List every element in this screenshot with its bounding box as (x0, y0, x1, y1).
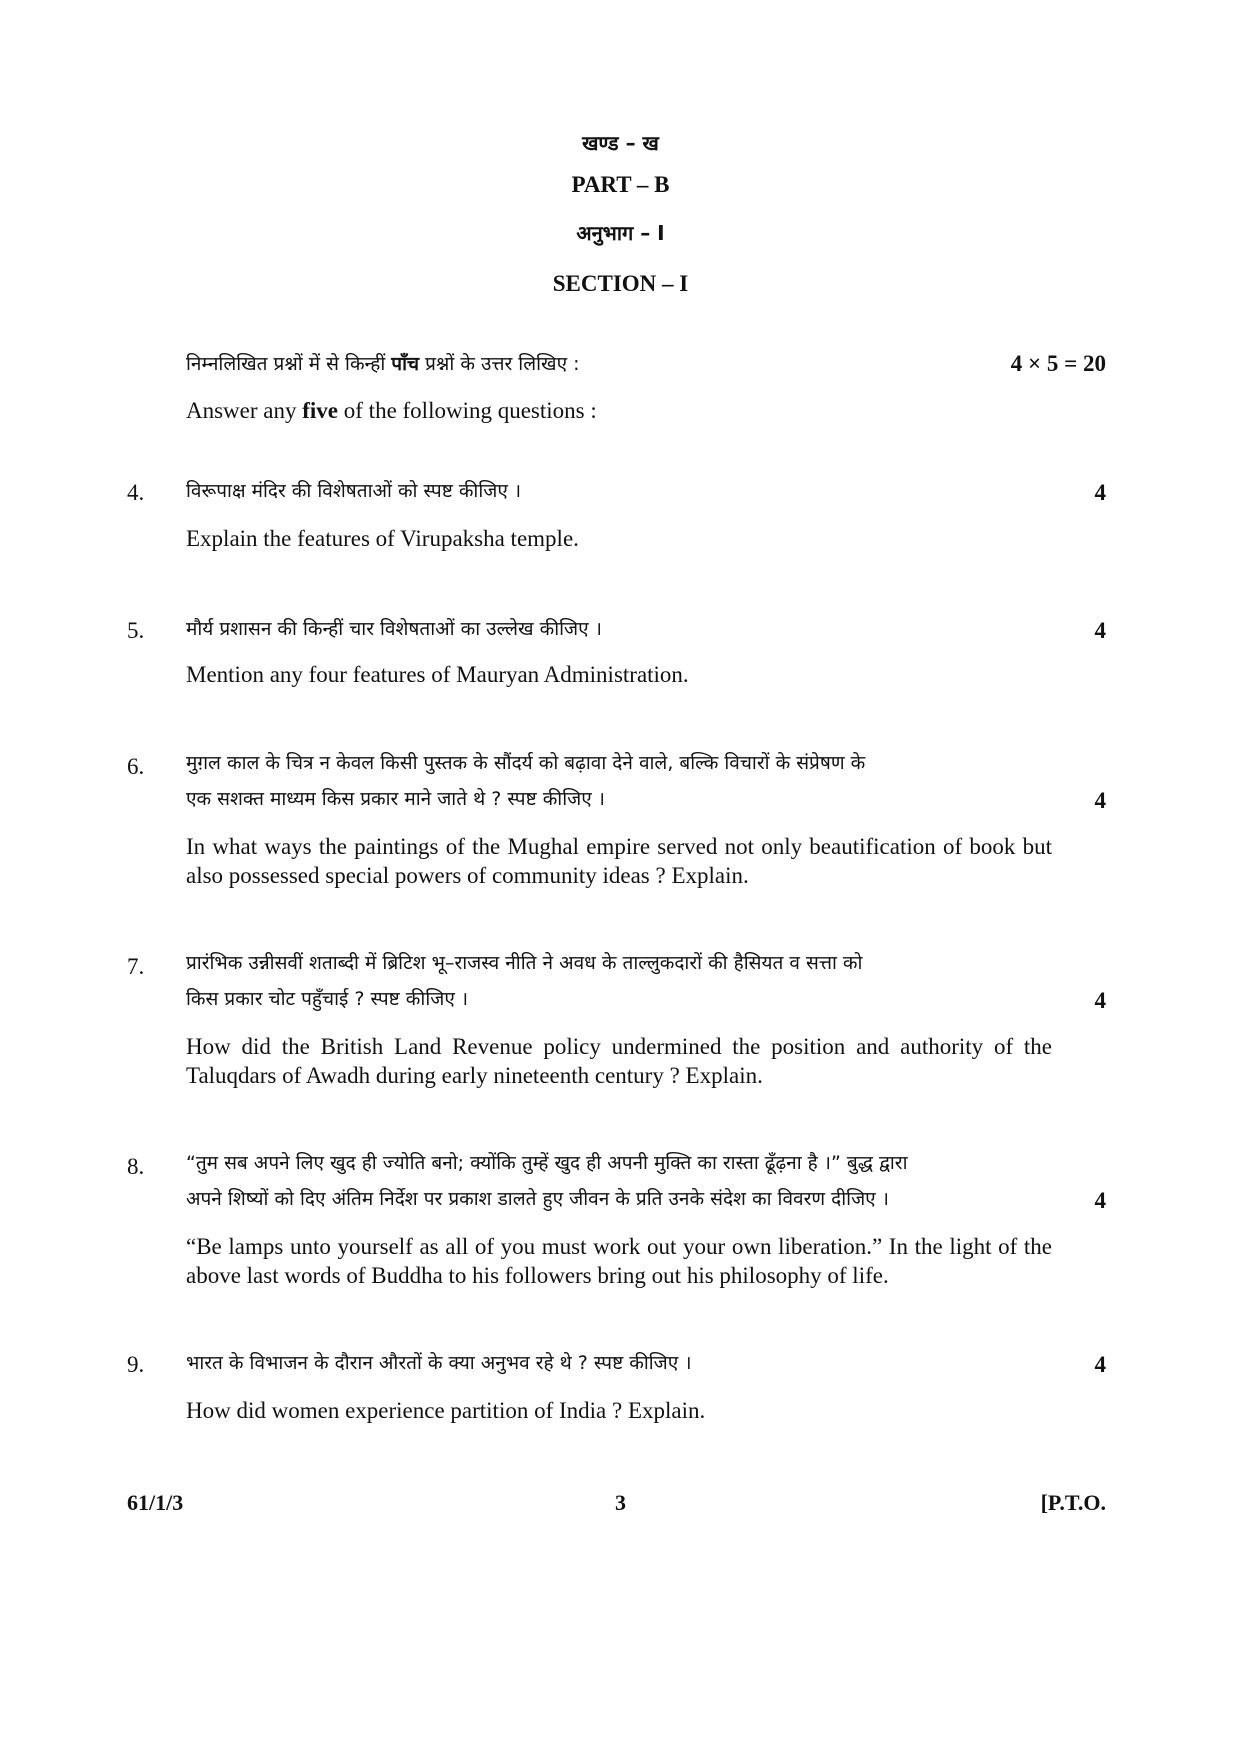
question-hindi: विरूपाक्ष मंदिर की विशेषताओं को स्पष्ट कीजिए । (186, 480, 522, 502)
question-marks: 4 (1094, 1352, 1106, 1377)
question-english: How did women experience partition of India ? Explain. (186, 1398, 706, 1423)
question-marks: 4 (1094, 618, 1106, 643)
instruction-english-part2: of the following questions : (338, 398, 597, 423)
question-number: 9. (127, 1352, 145, 1377)
question-english: Explain the features of Virupaksha temple. (186, 526, 579, 551)
question-marks: 4 (1094, 480, 1106, 505)
question-number: 8. (127, 1154, 145, 1179)
question-marks: 4 (1094, 788, 1106, 813)
question-hindi: मौर्य प्रशासन की किन्हीं चार विशेषताओं का उल्लेख कीजिए । (186, 618, 602, 640)
question-number: 6. (127, 754, 145, 779)
question-english: In what ways the paintings of the Mughal empire served not only beautification of book but also possessed special powers of community ideas ? Explain. (186, 834, 1052, 888)
question-hindi-line2: एक सशक्त माध्यम किस प्रकार माने जाते थे ? स्पष्ट कीजिए । (186, 788, 605, 810)
anubhag-heading: अनुभाग – I (576, 221, 665, 245)
question-english: “Be lamps unto yourself as all of you must work out your own liberation.” In the light of the above last words of Buddha to his followers bring out his philosophy of life. (186, 1234, 1052, 1288)
question-number: 7. (127, 954, 145, 979)
instruction-hindi-part2: प्रश्नों के उत्तर लिखिए : (419, 353, 580, 375)
question-hindi-line1: प्रारंभिक उन्नीसवीं शताब्दी में ब्रिटिश भू–राजस्व नीति ने अवध के ताल्लुकदारों की हैसियत व सत्ता को (186, 952, 863, 974)
instruction-hindi-part1: निम्नलिखित प्रश्नों में से किन्हीं (186, 353, 392, 375)
question-number: 5. (127, 618, 145, 643)
question-hindi-line2: अपने शिष्यों को दिए अंतिम निर्देश पर प्रकाश डालते हुए जीवन के प्रति उनके संदेश का विवरण दीजिए । (186, 1188, 889, 1210)
question-english: Mention any four features of Mauryan Administration. (186, 662, 689, 687)
khand-heading: खण्ड – ख (582, 131, 659, 155)
question-marks: 4 (1094, 1188, 1106, 1213)
page-number: 3 (615, 1490, 626, 1515)
question-hindi-line1: “तुम सब अपने लिए खुद ही ज्योति बनो; क्योंकि तुम्हें खुद ही अपनी मुक्ति का रास्ता ढूँढ़ना है ।” बुद्ध द्वारा (186, 1152, 908, 1174)
question-number: 4. (127, 480, 145, 505)
question-hindi-line1: मुग़ल काल के चित्र न केवल किसी पुस्तक के सौंदर्य को बढ़ावा देने वाले, बल्कि विचारों के संप्रेषण के (186, 752, 866, 774)
pto-label: [P.T.O. (1040, 1490, 1106, 1515)
question-hindi: भारत के विभाजन के दौरान औरतों के क्या अनुभव रहे थे ? स्पष्ट कीजिए । (186, 1352, 692, 1374)
part-heading: PART – B (571, 172, 670, 197)
instruction-hindi (186, 349, 580, 379)
instruction-english-bold: five (302, 398, 339, 423)
instruction-hindi-bold: पाँच (391, 353, 420, 375)
section-heading: SECTION – I (552, 271, 689, 296)
question-english: How did the British Land Revenue policy undermined the position and authority of the Taluqdars of Awadh during early nineteenth century ? Explain. (186, 1034, 1052, 1088)
question-marks: 4 (1094, 988, 1106, 1013)
paper-code: 61/1/3 (127, 1490, 184, 1515)
instruction-english (186, 396, 597, 426)
question-hindi-line2: किस प्रकार चोट पहुँचाई ? स्पष्ट कीजिए । (186, 988, 469, 1010)
total-marks: 4 × 5 = 20 (1010, 351, 1106, 376)
instruction-english-part1: Answer any (186, 398, 303, 423)
